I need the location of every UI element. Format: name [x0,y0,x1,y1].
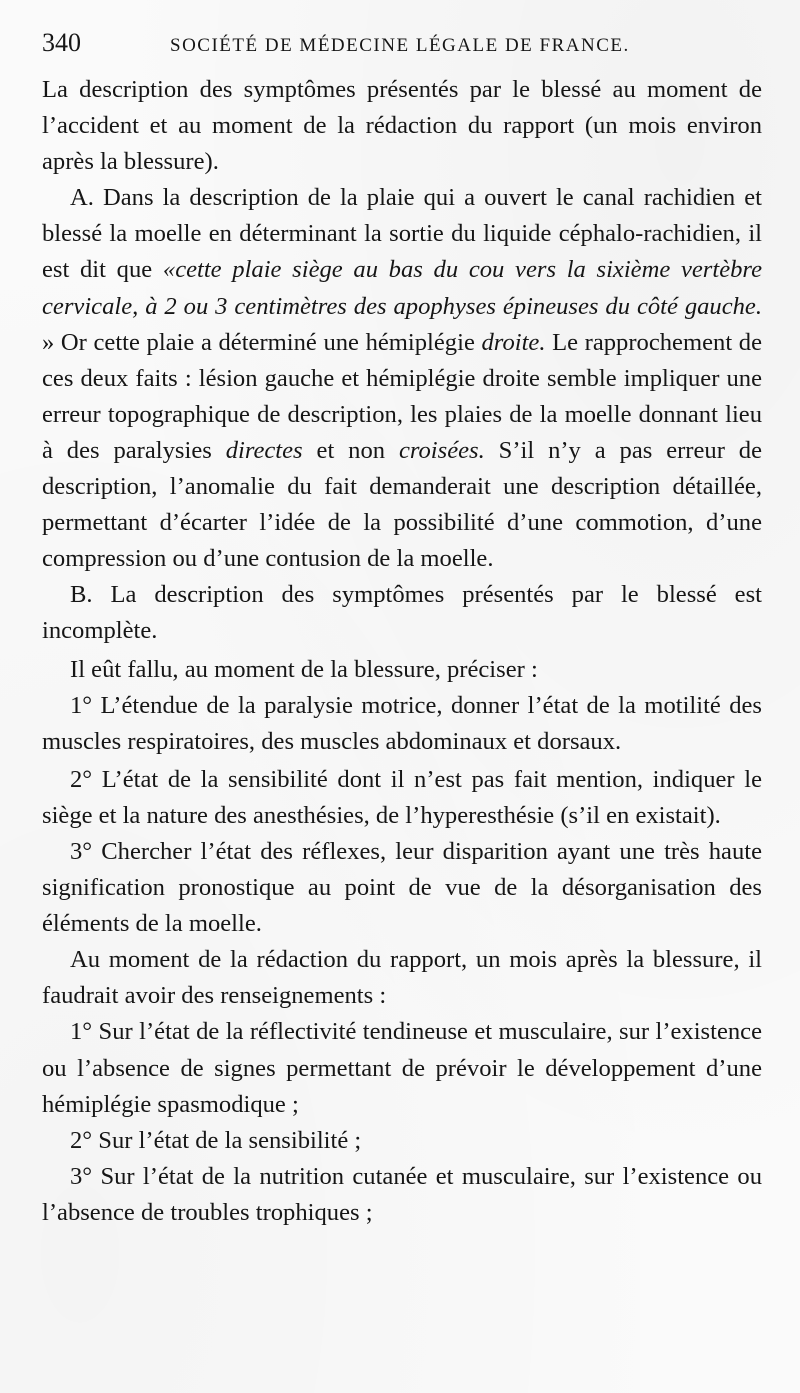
page-header [42,28,762,72]
paragraph-a-emphasis-croisees: croisées. [398,436,485,464]
paragraph-rapport-item-2: 2° Sur l’état de la sensibilité ; [70,1126,362,1154]
paragraph-a-emphasis-directes: directes [225,436,303,464]
paragraph-a [42,180,762,577]
page-number: 340 [42,28,81,57]
paragraph-b: B. La description des symptômes présentés par le blessé est incomplète. [42,581,762,645]
paragraph-item-1: 1° L’étendue de la paralysie motrice, donner l’état de la motilité des muscles respiratoires, des muscles abdominaux et dorsaux. [42,691,762,755]
paragraph-rapport: Au moment de la rédaction du rapport, un mois après la blessure, il faudrait avoir des renseignements : [42,946,762,1010]
body-text [42,72,762,1231]
paragraph-rapport-item-3: 3° Sur l’état de la nutrition cutanée et musculaire, sur l’existence ou l’absence de troubles trophiques ; [42,1162,762,1226]
paragraph-a-text-3: Le rapprochement de ces deux faits : lésion gauche et hémiplégie droite semble impliquer une erreur topographique de description, les plaies de la moelle donnant lieu à des paralysies [42,328,762,464]
paragraph-intro: La description des symptômes présentés par le blessé au moment de l’accident et au moment de la rédaction du rapport (un mois environ après la blessure). [42,76,762,176]
paragraph-item-3: 3° Chercher l’état des réflexes, leur disparition ayant une très haute signification pronostique au point de vue de la désorganisation des éléments de la moelle. [42,837,762,938]
paragraph-a-quote: «cette plaie siège au bas du cou vers la sixième vertèbre cervicale, à 2 ou 3 centimètres des apophyses épineuses du côté gauche. [42,256,762,320]
paragraph-item-2: 2° L’état de la sensibilité dont il n’est pas fait mention, indiquer le siège et la nature des anesthésies, de l’hyperesthésie (s’il en existait). [42,765,762,829]
paragraph-a-text-1: A. Dans la description de la plaie qui a ouvert le canal rachidien et blessé la moelle en déterminant la sortie du liquide céphalo-rachidien, il est dit que [42,184,762,284]
paragraph-a-text-4: et non [302,436,399,464]
paragraph-preciser: Il eût fallu, au moment de la blessure, préciser : [70,655,538,683]
paragraph-rapport-item-1: 1° Sur l’état de la réflectivité tendineuse et musculaire, sur l’existence ou l’absence de signes permettant de prévoir le développement d’une hémiplégie spasmodique ; [42,1018,762,1118]
paragraph-a-text-5: S’il n’y a pas erreur de description, l’anomalie du fait demanderait une description détaillée, permettant d’écarter l’idée de la possibilité d’une commotion, d’une compression ou d’une contusion de la moelle. [42,436,762,573]
paragraph-a-emphasis-droite: droite. [481,328,546,356]
paragraph-a-text-2: » Or cette plaie a déterminé une hémiplégie [42,328,482,356]
running-head: SOCIÉTÉ DE MÉDECINE LÉGALE DE FRANCE. [170,35,630,56]
